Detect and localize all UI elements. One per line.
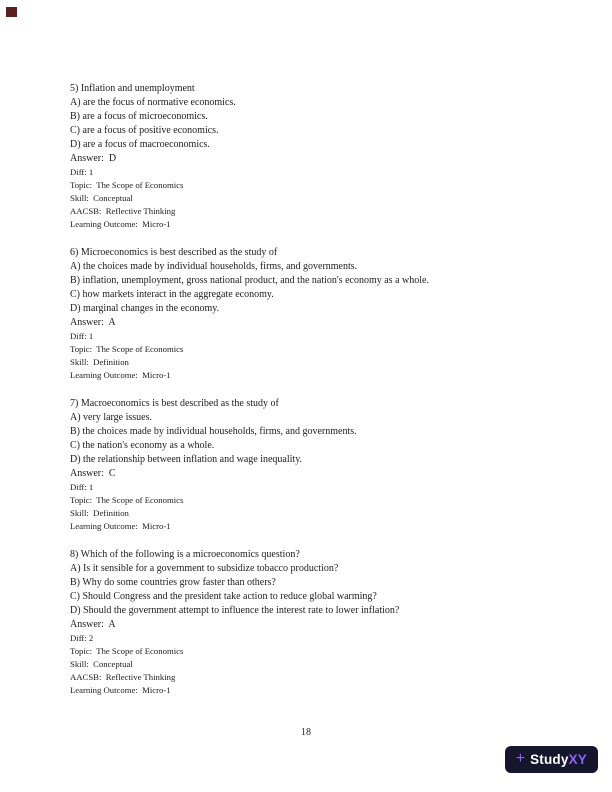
answer-line: Answer: D bbox=[70, 153, 117, 164]
answer-choice-a: A) very large issues. bbox=[70, 412, 153, 423]
answer-choice-b: B) the choices made by individual households, firms, and governments. bbox=[70, 426, 357, 437]
answer-choice-b: B) Why do some countries grow faster than others? bbox=[70, 577, 276, 588]
answer-choice-a: A) Is it sensible for a government to subsidize tobacco production? bbox=[70, 563, 339, 574]
question-block-7 bbox=[70, 397, 552, 533]
question-stem: 5) Inflation and unemployment bbox=[70, 83, 195, 94]
studyxy-logo bbox=[505, 746, 598, 773]
brand-name-study: Study bbox=[530, 752, 569, 767]
answer-choice-c: C) the nation's economy as a whole. bbox=[70, 440, 215, 451]
corner-mark bbox=[6, 7, 17, 17]
diff-line: Diff: 1 bbox=[70, 167, 94, 177]
diff-line: Diff: 2 bbox=[70, 633, 94, 643]
learning-outcome-line: Learning Outcome: Micro-1 bbox=[70, 685, 171, 695]
topic-line: Topic: The Scope of Economics bbox=[70, 344, 184, 354]
diff-line: Diff: 1 bbox=[70, 331, 94, 341]
question-stem: 8) Which of the following is a microeconomics question? bbox=[70, 549, 300, 560]
answer-choice-a: A) are the focus of normative economics. bbox=[70, 97, 236, 108]
topic-line: Topic: The Scope of Economics bbox=[70, 495, 184, 505]
answer-choice-d: D) Should the government attempt to influence the interest rate to lower inflation? bbox=[70, 605, 400, 616]
question-block-8 bbox=[70, 548, 552, 697]
skill-line: Skill: Conceptual bbox=[70, 193, 133, 203]
topic-line: Topic: The Scope of Economics bbox=[70, 180, 184, 190]
brand-name-xy: XY bbox=[568, 752, 587, 767]
answer-line: Answer: C bbox=[70, 468, 116, 479]
answer-choice-b: B) are a focus of microeconomics. bbox=[70, 111, 208, 122]
question-block-6 bbox=[70, 246, 552, 382]
page-number: 18 bbox=[301, 727, 311, 738]
answer-choice-c: C) how markets interact in the aggregate economy. bbox=[70, 289, 274, 300]
aacsb-line: AACSB: Reflective Thinking bbox=[70, 672, 176, 682]
answer-choice-d: D) are a focus of macroeconomics. bbox=[70, 139, 210, 150]
learning-outcome-line: Learning Outcome: Micro-1 bbox=[70, 521, 171, 531]
questions-area bbox=[70, 82, 552, 712]
answer-choice-d: D) marginal changes in the economy. bbox=[70, 303, 220, 314]
answer-choice-c: C) are a focus of positive economics. bbox=[70, 125, 219, 136]
answer-line: Answer: A bbox=[70, 317, 116, 328]
skill-line: Skill: Conceptual bbox=[70, 659, 133, 669]
learning-outcome-line: Learning Outcome: Micro-1 bbox=[70, 370, 171, 380]
question-block-5 bbox=[70, 82, 552, 231]
answer-choice-d: D) the relationship between inflation and wage inequality. bbox=[70, 454, 303, 465]
skill-line: Skill: Definition bbox=[70, 508, 129, 518]
answer-choice-a: A) the choices made by individual households, firms, and governments. bbox=[70, 261, 358, 272]
answer-line: Answer: A bbox=[70, 619, 116, 630]
learning-outcome-line: Learning Outcome: Micro-1 bbox=[70, 219, 171, 229]
aacsb-line: AACSB: Reflective Thinking bbox=[70, 206, 176, 216]
plus-icon: + bbox=[515, 750, 526, 767]
question-stem: 7) Macroeconomics is best described as the study of bbox=[70, 398, 279, 409]
brand-name bbox=[530, 752, 587, 767]
question-stem: 6) Microeconomics is best described as the study of bbox=[70, 247, 278, 258]
skill-line: Skill: Definition bbox=[70, 357, 129, 367]
answer-choice-b: B) inflation, unemployment, gross national product, and the nation's economy as a whole. bbox=[70, 275, 429, 286]
answer-choice-c: C) Should Congress and the president take action to reduce global warming? bbox=[70, 591, 377, 602]
topic-line: Topic: The Scope of Economics bbox=[70, 646, 184, 656]
diff-line: Diff: 1 bbox=[70, 482, 94, 492]
